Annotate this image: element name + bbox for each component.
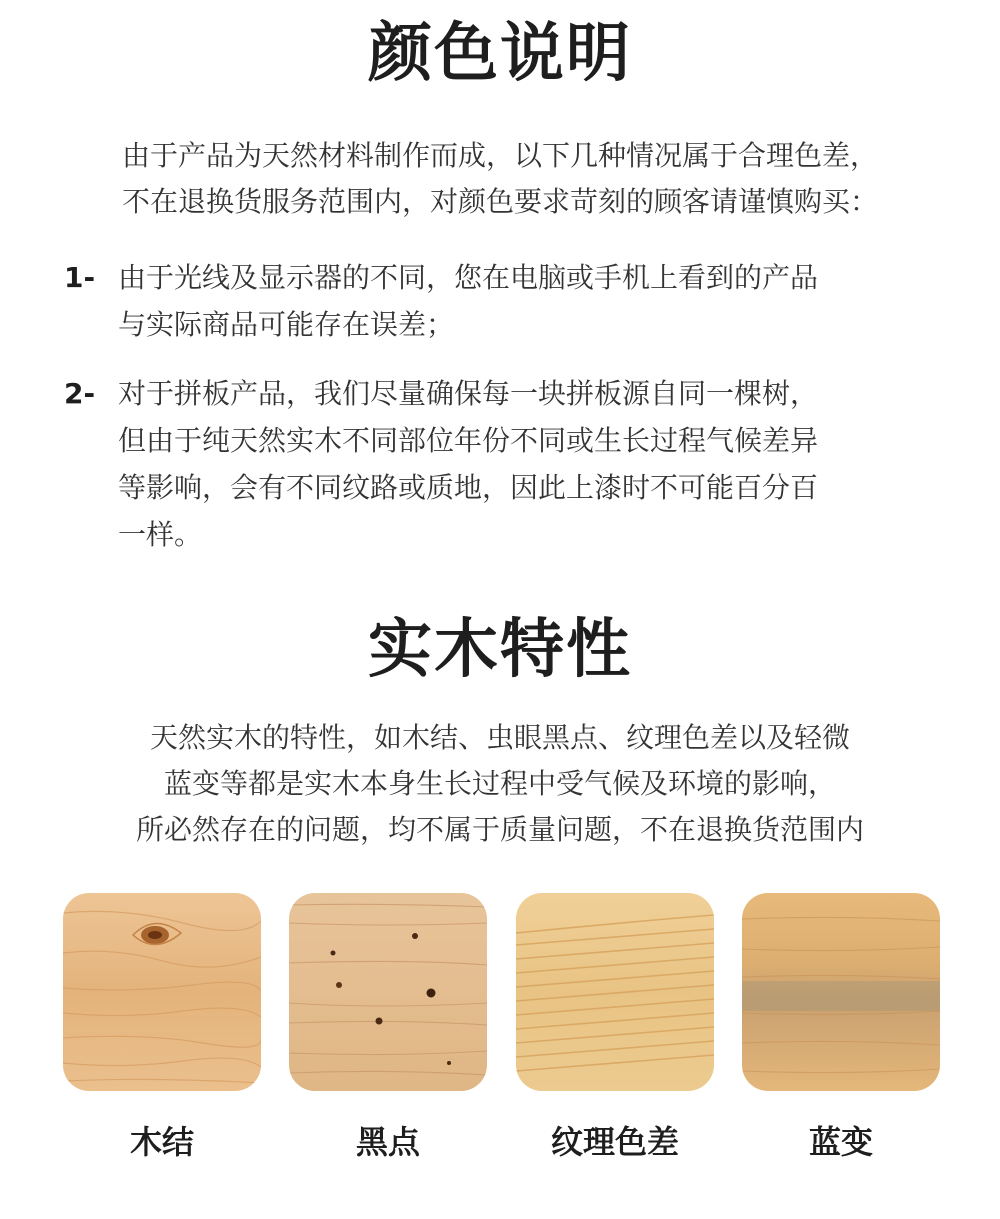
intro-line: 蓝变等都是实木本身生长过程中受气候及环境的影响， xyxy=(163,767,836,800)
intro-line: 不在退换货服务范围内，对颜色要求苛刻的顾客请谨慎购买： xyxy=(121,185,878,218)
note-item-1 xyxy=(64,254,954,348)
note-text xyxy=(118,254,954,348)
intro-line: 由于产品为天然材料制作而成，以下几种情况属于合理色差， xyxy=(121,139,878,172)
sample-label: 纹理色差 xyxy=(550,1123,679,1161)
note-line: 等影响，会有不同纹路或质地，因此上漆时不可能百分百 xyxy=(118,471,819,504)
note-line: 但由于纯天然实木不同部位年份不同或生长过程气候差异 xyxy=(118,424,819,457)
note-line: 与实际商品可能存在误差； xyxy=(118,308,455,341)
sample-label: 蓝变 xyxy=(808,1123,873,1161)
solid-wood-title: 实木特性 xyxy=(368,613,632,687)
sample-label: 黑点 xyxy=(355,1123,420,1161)
note-line: 对于拼板产品，我们尽量确保每一块拼板源自同一棵树， xyxy=(118,377,819,410)
wood-knot-image xyxy=(63,893,261,1091)
wood-blue-stain-image xyxy=(742,893,940,1091)
note-number: 1- xyxy=(64,261,96,294)
color-description-intro xyxy=(60,133,940,225)
note-line: 由于光线及显示器的不同，您在电脑或手机上看到的产品 xyxy=(118,261,819,294)
wood-samples xyxy=(0,893,1000,1173)
solid-wood-intro xyxy=(60,715,940,853)
wood-grain-color-difference-image xyxy=(516,893,714,1091)
color-description-title: 颜色说明 xyxy=(368,17,632,91)
note-line: 一样。 xyxy=(118,518,203,551)
note-text xyxy=(118,370,954,558)
wood-black-spots-image xyxy=(289,893,487,1091)
intro-line: 所必然存在的问题，均不属于质量问题，不在退换货范围内 xyxy=(135,813,864,846)
intro-line: 天然实木的特性，如木结、虫眼黑点、纹理色差以及轻微 xyxy=(149,721,850,754)
sample-label: 木结 xyxy=(129,1123,194,1161)
note-number: 2- xyxy=(64,377,96,410)
note-item-2 xyxy=(64,370,954,558)
